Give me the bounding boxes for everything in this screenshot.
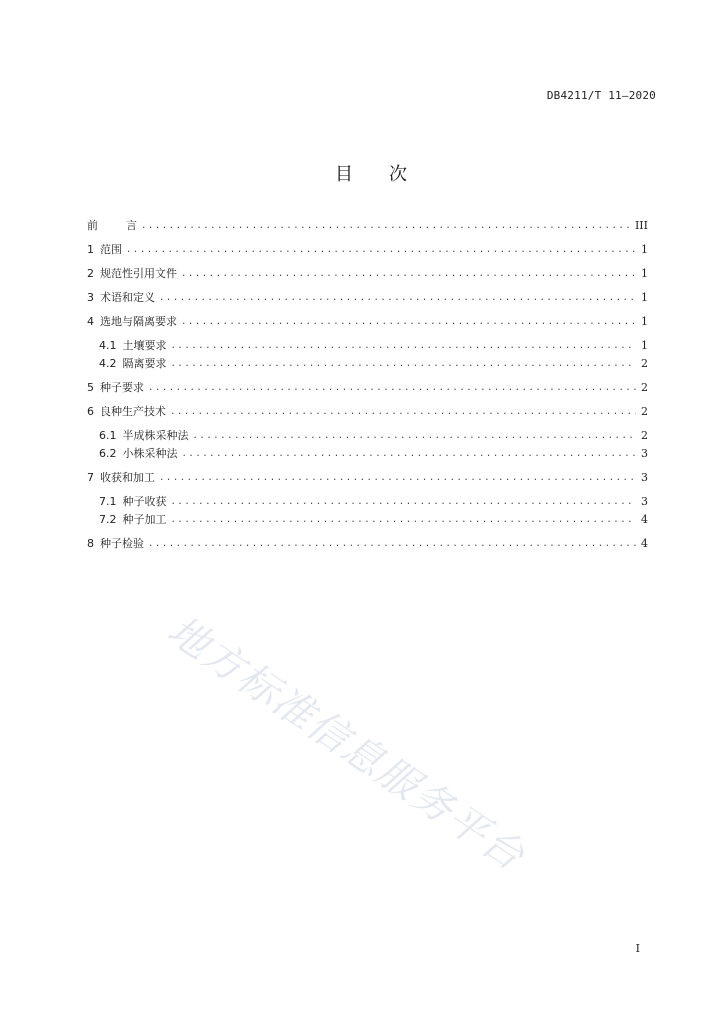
toc-label: 隔离要求	[122, 357, 167, 370]
toc-page-number: 3	[641, 471, 648, 484]
toc-label: 半成株采种法	[122, 429, 189, 442]
toc-label: 种子加工	[122, 513, 167, 526]
toc-page-number: 4	[641, 537, 648, 550]
toc-page-number: 3	[641, 447, 648, 460]
toc-label: 土壤要求	[122, 339, 167, 352]
toc-page-number: 1	[641, 315, 648, 328]
toc-label-char-2: 言	[126, 219, 137, 232]
dot-leader	[170, 405, 636, 419]
toc-page-number: 2	[641, 381, 648, 394]
toc-label: 术语和定义	[100, 291, 155, 304]
toc-number: 5	[87, 381, 94, 394]
toc-number: 1	[87, 243, 94, 256]
toc-label: 良种生产技术	[100, 405, 166, 418]
toc-entry-5[interactable]	[87, 381, 648, 395]
toc-label: 选地与隔离要求	[100, 315, 177, 328]
dot-leader	[126, 243, 636, 257]
toc-number: 6	[87, 405, 94, 418]
toc-entry-7-1[interactable]	[87, 495, 648, 509]
toc-entry-4-2[interactable]	[87, 357, 648, 371]
toc-page-number: 1	[641, 291, 648, 304]
toc-entry-4[interactable]	[87, 315, 648, 329]
toc-page-number: 4	[641, 513, 648, 526]
dot-leader	[148, 537, 636, 551]
toc-number: 7.2	[99, 513, 117, 526]
toc-number: 7.1	[99, 495, 117, 508]
dot-leader	[171, 339, 637, 353]
toc-label: 范围	[100, 243, 122, 256]
toc-page-number: 1	[641, 339, 648, 352]
dot-leader	[171, 513, 637, 527]
dot-leader	[182, 447, 637, 461]
toc-entry-6-2[interactable]	[87, 447, 648, 461]
toc-entry-2[interactable]	[87, 267, 648, 281]
dot-leader	[171, 357, 637, 371]
watermark: 地方标准信息服务平台	[159, 607, 534, 881]
title-char-1: 目	[335, 164, 355, 185]
title-char-2: 次	[389, 164, 409, 185]
page-number: I	[635, 942, 640, 955]
toc-entry-7-2[interactable]	[87, 513, 648, 527]
toc-page-number: 1	[641, 267, 648, 280]
toc-page-number: III	[634, 219, 648, 232]
toc-number: 7	[87, 471, 94, 484]
toc-label: 小株采种法	[122, 447, 178, 460]
toc-label: 种子收获	[122, 495, 167, 508]
toc-number: 4.1	[99, 339, 117, 352]
dot-leader	[181, 267, 636, 281]
toc-number: 6.2	[99, 447, 117, 460]
toc-entry-7[interactable]	[87, 471, 648, 485]
toc-number: 3	[87, 291, 94, 304]
toc-entry-8[interactable]	[87, 537, 648, 551]
toc-entry-foreword[interactable]	[87, 219, 648, 233]
document-code: DB4211/T 11—2020	[546, 89, 656, 102]
toc-number: 6.1	[99, 429, 117, 442]
dot-leader	[141, 219, 631, 233]
toc-entry-1[interactable]	[87, 243, 648, 257]
toc-page-number: 3	[641, 495, 648, 508]
toc-label: 收获和加工	[100, 471, 155, 484]
dot-leader	[148, 381, 636, 395]
dot-leader	[159, 471, 636, 485]
dot-leader	[193, 429, 637, 443]
toc-number: 4.2	[99, 357, 117, 370]
toc-entry-6-1[interactable]	[87, 429, 648, 443]
toc-label: 种子要求	[100, 381, 144, 394]
toc-number: 2	[87, 267, 94, 280]
toc-entry-6[interactable]	[87, 405, 648, 419]
table-of-contents	[87, 219, 648, 561]
toc-page-number: 2	[641, 429, 648, 442]
dot-leader	[159, 291, 636, 305]
dot-leader	[181, 315, 636, 329]
toc-number: 8	[87, 537, 94, 550]
toc-number: 4	[87, 315, 94, 328]
toc-page-number: 2	[641, 357, 648, 370]
dot-leader	[171, 495, 637, 509]
toc-entry-3[interactable]	[87, 291, 648, 305]
toc-entry-4-1[interactable]	[87, 339, 648, 353]
toc-label-char-1: 前	[87, 219, 98, 232]
toc-page-number: 1	[641, 243, 648, 256]
toc-page-number: 2	[641, 405, 648, 418]
toc-label: 种子检验	[100, 537, 144, 550]
page-title	[0, 160, 724, 186]
toc-label: 规范性引用文件	[100, 267, 177, 280]
